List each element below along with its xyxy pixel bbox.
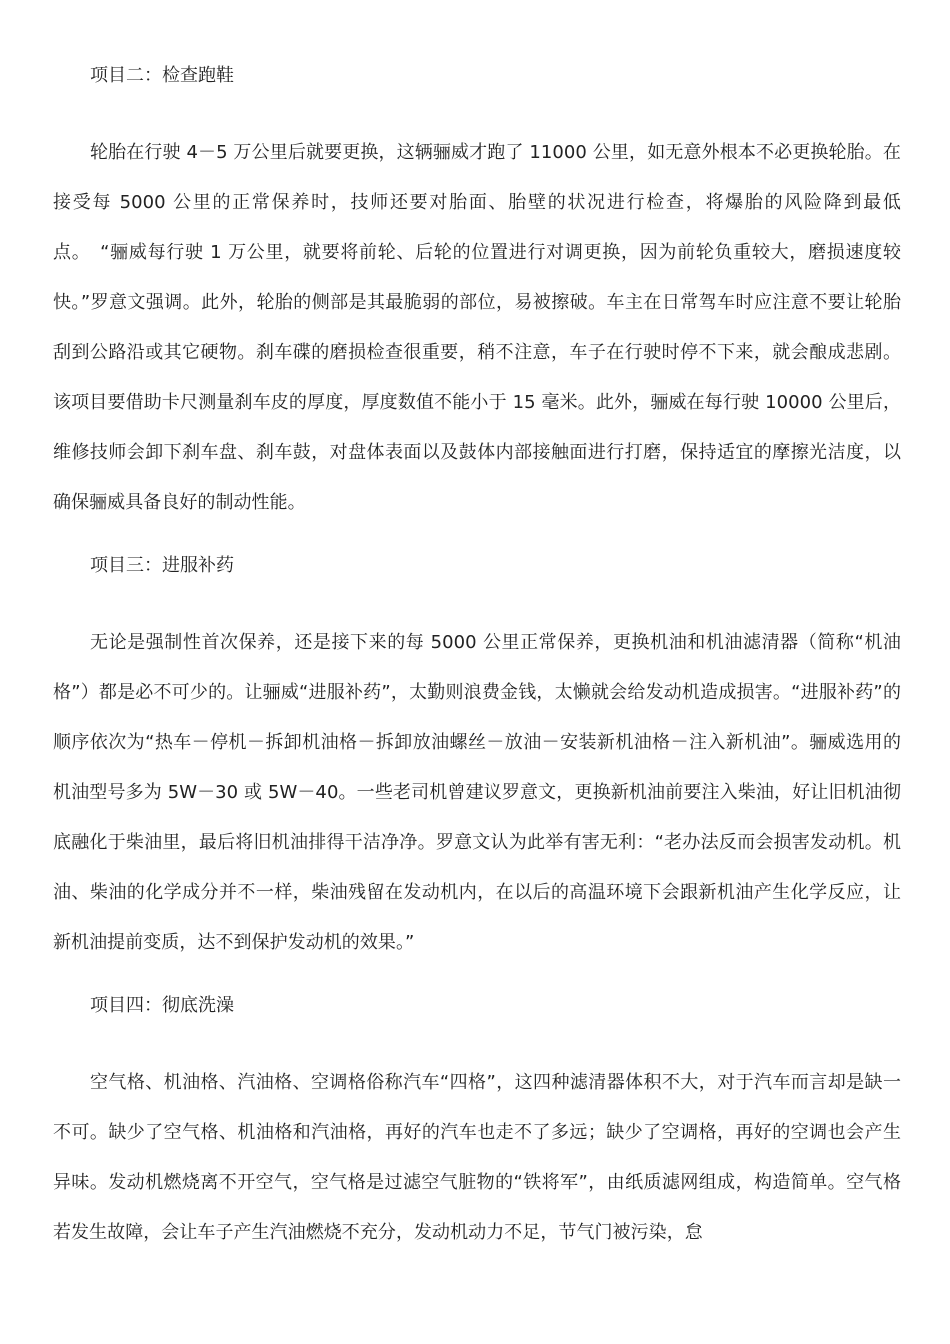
section-heading-4: 项目四：彻底洗澡 [90,995,234,1016]
section-paragraph-2: 轮胎在行驶 4－5 万公里后就要更换，这辆骊威才跑了 11000 公里，如无意外根本不必更换轮胎。在接受每 5000 公里的正常保养时，技师还要对胎面、胎壁的状况进行检查，将爆胎的风险降到最低点。 “骊威每行驶 1 万公里，就要将前轮、后轮的位置进行对调更换，因为前轮负重较大，磨损速度较快。”罗意文强调。此外，轮胎的侧部是其最脆弱的部位，易被擦破。车主在日常驾车时应注意不要让轮胎刮到公路沿或其它硬物。刹车碟的磨损检查很重要，稍不注意，车子在行驶时停不下来，就会酿成悲剧。该项目要借助卡尺测量刹车皮的厚度，厚度数值不能小于 15 毫米。此外，骊威在每行驶 10000 公里后，维修技师会卸下刹车盘、刹车鼓，对盘体表面以及鼓体内部接触面进行打磨，保持适宜的摩擦光洁度，以确保骊威具备良好的制动性能。 [53,142,901,513]
section-heading-2: 项目二：检查跑鞋 [90,65,234,86]
document-page [53,58,901,1278]
section-paragraph-3: 无论是强制性首次保养，还是接下来的每 5000 公里正常保养，更换机油和机油滤清器（简称“机油格”）都是必不可少的。让骊威“进服补药”，太勤则浪费金钱，太懒就会给发动机造成损害。“进服补药”的顺序依次为“热车－停机－拆卸机油格－拆卸放油螺丝－放油－安装新机油格－注入新机油”。骊威选用的机油型号多为 5W－30 或 5W－40。一些老司机曾建议罗意文，更换新机油前要注入柴油，好让旧机油彻底融化于柴油里，最后将旧机油排得干洁净净。罗意文认为此举有害无利：“老办法反而会损害发动机。机油、柴油的化学成分并不一样，柴油残留在发动机内，在以后的高温环境下会跟新机油产生化学反应，让新机油提前变质，达不到保护发动机的效果。” [53,632,901,953]
section-paragraph-4: 空气格、机油格、汽油格、空调格俗称汽车“四格”，这四种滤清器体积不大，对于汽车而言却是缺一不可。缺少了空气格、机油格和汽油格，再好的汽车也走不了多远；缺少了空调格，再好的空调也会产生异味。发动机燃烧离不开空气，空气格是过滤空气脏物的“铁将军”，由纸质滤网组成，构造简单。空气格若发生故障，会让车子产生汽油燃烧不充分，发动机动力不足，节气门被污染，怠 [53,1072,901,1243]
section-heading-3: 项目三：进服补药 [90,555,234,576]
